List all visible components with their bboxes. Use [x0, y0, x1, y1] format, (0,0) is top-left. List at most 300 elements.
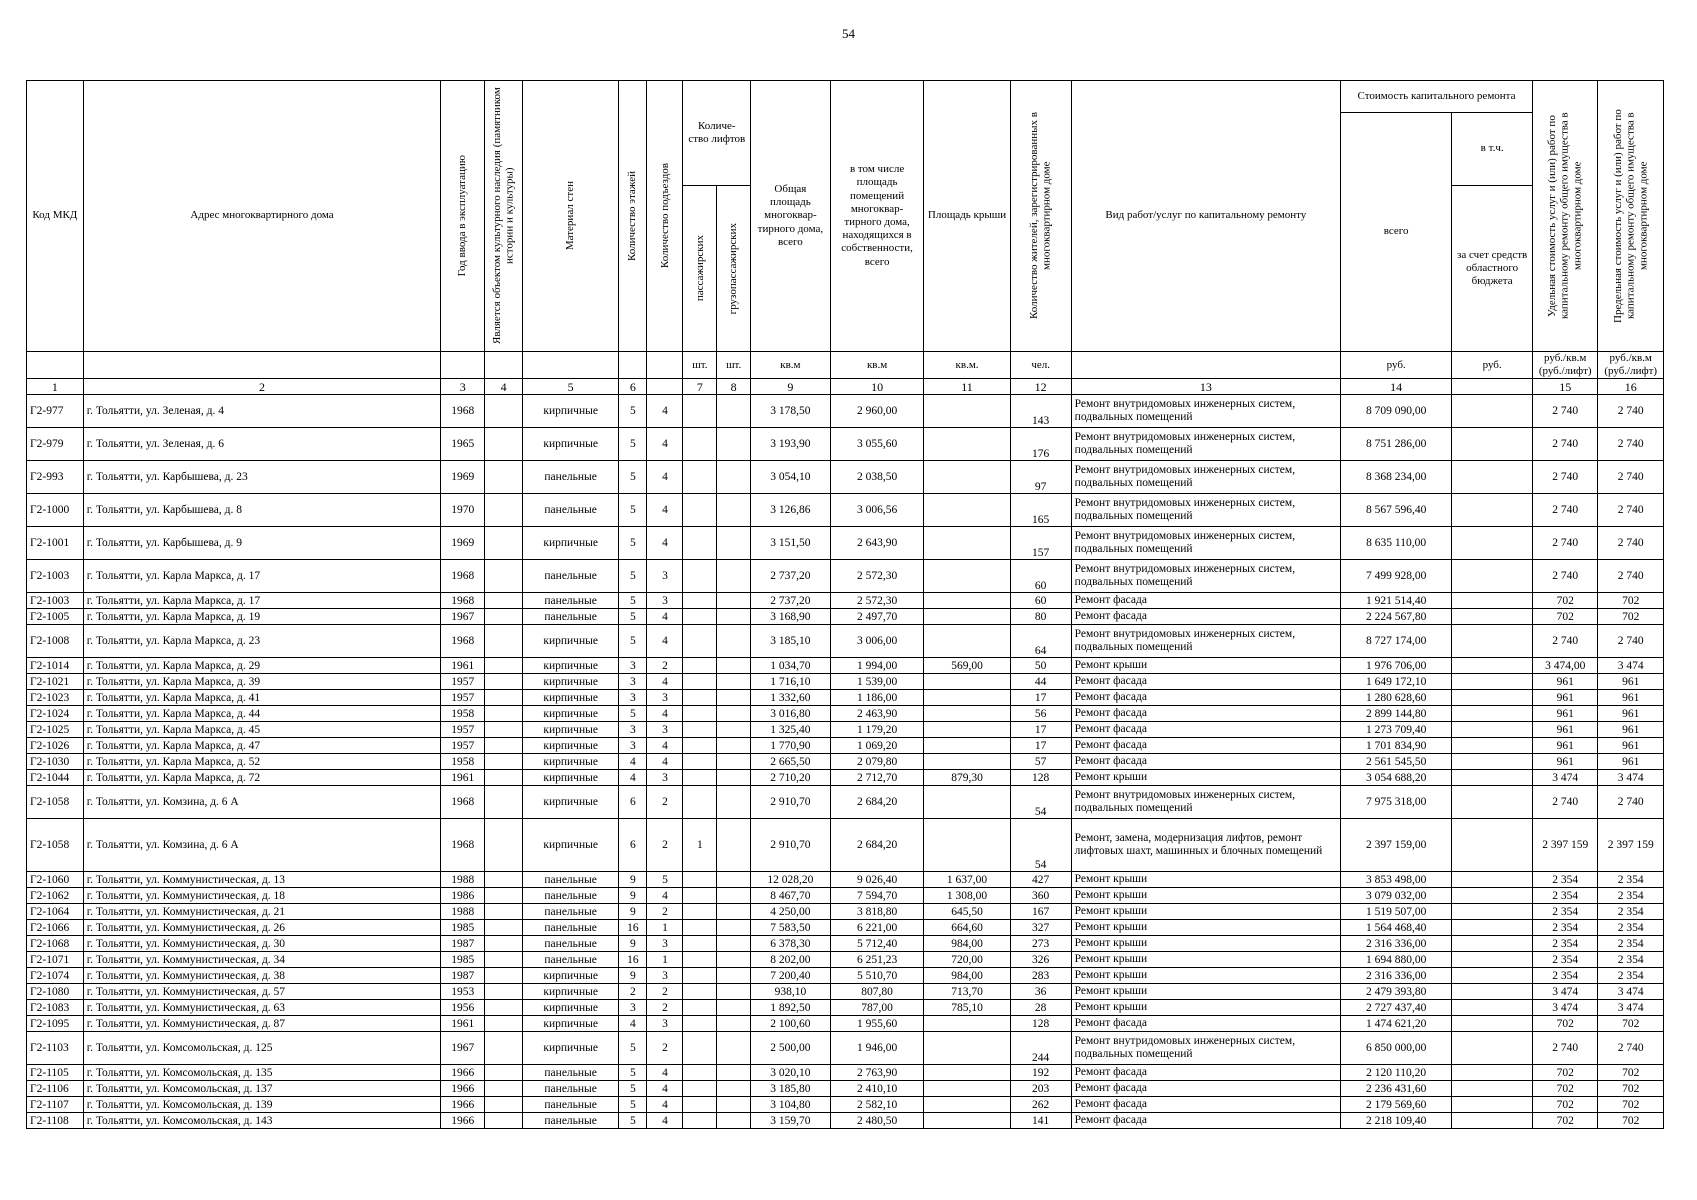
cell-cost-total: 1 976 706,00 — [1341, 658, 1452, 674]
cell-year: 1988 — [441, 872, 485, 888]
cell-owned-area: 2 712,70 — [830, 770, 924, 786]
cell-work-type: Ремонт фасада — [1071, 674, 1340, 690]
cell-owned-area: 2 684,20 — [830, 786, 924, 819]
cell-heritage — [485, 920, 523, 936]
cell-roof-area — [924, 527, 1010, 560]
cell-lifts-passenger — [683, 754, 717, 770]
cell-lifts-passenger — [683, 1097, 717, 1113]
col-num: 8 — [717, 379, 751, 395]
cell-address: г. Тольятти, ул. Комсомольская, д. 139 — [83, 1097, 441, 1113]
cell-work-type: Ремонт крыши — [1071, 770, 1340, 786]
cell-unit-cost: 2 354 — [1532, 872, 1597, 888]
cell-year: 1957 — [441, 674, 485, 690]
cell-wall-material: кирпичные — [523, 770, 619, 786]
cell-work-type: Ремонт внутридомовых инженерных систем, подвальных помещений — [1071, 560, 1340, 593]
cell-code: Г2-1024 — [27, 706, 84, 722]
cell-total-area: 2 737,20 — [751, 560, 831, 593]
units-row — [27, 352, 1664, 379]
cell-owned-area: 3 006,56 — [830, 494, 924, 527]
cell-heritage — [485, 722, 523, 738]
page-number: 54 — [842, 26, 855, 41]
table-row — [27, 1032, 1664, 1065]
cell-max-cost: 961 — [1598, 754, 1664, 770]
cell-cost-total: 1 694 880,00 — [1341, 952, 1452, 968]
table-row — [27, 658, 1664, 674]
cell-heritage — [485, 952, 523, 968]
unit-lifts-passenger: шт. — [683, 352, 717, 379]
table-row — [27, 593, 1664, 609]
cell-wall-material: кирпичные — [523, 968, 619, 984]
header-cost-group: Стоимость капитального ремонта — [1341, 81, 1533, 113]
table-row — [27, 674, 1664, 690]
unit-cost-regional: руб. — [1452, 352, 1533, 379]
cell-work-type: Ремонт крыши — [1071, 920, 1340, 936]
cell-roof-area — [924, 560, 1010, 593]
cell-wall-material: панельные — [523, 609, 619, 625]
cell-cost-regional — [1452, 1081, 1533, 1097]
cell-total-area: 2 737,20 — [751, 593, 831, 609]
cell-code: Г2-979 — [27, 428, 84, 461]
cell-unit-cost: 702 — [1532, 609, 1597, 625]
cell-code: Г2-993 — [27, 461, 84, 494]
header-max-cost: Предельная стоимость услуг и (или) работ по капитальному ремонту общего имущества в многоквартирном доме — [1598, 81, 1664, 352]
cell-year: 1968 — [441, 786, 485, 819]
cell-heritage — [485, 1016, 523, 1032]
cell-wall-material: кирпичные — [523, 738, 619, 754]
cell-lifts-cargo — [717, 1097, 751, 1113]
cell-code: Г2-1064 — [27, 904, 84, 920]
cell-address: г. Тольятти, ул. Комсомольская, д. 143 — [83, 1113, 441, 1129]
cell-cost-total: 2 316 336,00 — [1341, 936, 1452, 952]
cell-lifts-passenger — [683, 936, 717, 952]
col-num — [647, 379, 683, 395]
cell-heritage — [485, 872, 523, 888]
cell-floors: 3 — [619, 690, 647, 706]
cell-heritage — [485, 754, 523, 770]
cell-work-type: Ремонт фасада — [1071, 754, 1340, 770]
cell-owned-area: 2 582,10 — [830, 1097, 924, 1113]
cell-roof-area — [924, 1097, 1010, 1113]
header-wall-material: Материал стен — [523, 81, 619, 352]
cell-wall-material: панельные — [523, 1113, 619, 1129]
col-num: 1 — [27, 379, 84, 395]
cell-heritage — [485, 428, 523, 461]
table-row — [27, 984, 1664, 1000]
cell-wall-material: панельные — [523, 952, 619, 968]
cell-unit-cost: 2 740 — [1532, 625, 1597, 658]
cell-residents: 17 — [1010, 722, 1071, 738]
cell-unit-cost: 2 740 — [1532, 461, 1597, 494]
cell-wall-material: панельные — [523, 936, 619, 952]
cell-cost-total: 2 218 109,40 — [1341, 1113, 1452, 1129]
table-row — [27, 738, 1664, 754]
cell-max-cost: 3 474 — [1598, 770, 1664, 786]
cell-year: 1966 — [441, 1113, 485, 1129]
cell-wall-material: панельные — [523, 872, 619, 888]
cell-year: 1957 — [441, 738, 485, 754]
header-residents: Количество жителей, зарегистрированных в многоквартирном доме — [1010, 81, 1071, 352]
cell-entrances: 4 — [647, 888, 683, 904]
cell-lifts-cargo — [717, 770, 751, 786]
cell-max-cost: 702 — [1598, 593, 1664, 609]
cell-total-area: 6 378,30 — [751, 936, 831, 952]
cell-wall-material: панельные — [523, 920, 619, 936]
table-row — [27, 494, 1664, 527]
cell-max-cost: 2 354 — [1598, 872, 1664, 888]
col-num: 15 — [1532, 379, 1597, 395]
header-work-type: Вид работ/услуг по капитальному ремонту — [1071, 81, 1340, 352]
cell-cost-regional — [1452, 428, 1533, 461]
cell-address: г. Тольятти, ул. Коммунистическая, д. 26 — [83, 920, 441, 936]
cell-cost-regional — [1452, 1097, 1533, 1113]
cell-cost-regional — [1452, 395, 1533, 428]
table-row — [27, 1065, 1664, 1081]
cell-floors: 5 — [619, 1097, 647, 1113]
cell-lifts-cargo — [717, 461, 751, 494]
cell-address: г. Тольятти, ул. Комзина, д. 6 А — [83, 819, 441, 872]
cell-unit-cost: 2 354 — [1532, 968, 1597, 984]
col-num: 9 — [751, 379, 831, 395]
table-row — [27, 952, 1664, 968]
cell-address: г. Тольятти, ул. Карла Маркса, д. 52 — [83, 754, 441, 770]
cell-heritage — [485, 609, 523, 625]
cell-work-type: Ремонт фасада — [1071, 706, 1340, 722]
cell-unit-cost: 961 — [1532, 690, 1597, 706]
cell-wall-material: панельные — [523, 1065, 619, 1081]
header-heritage: Является объектом культурного наследия (памятником истории и культуры) — [485, 81, 523, 352]
cell-owned-area: 3 006,00 — [830, 625, 924, 658]
cell-entrances: 4 — [647, 527, 683, 560]
cell-work-type: Ремонт фасада — [1071, 1016, 1340, 1032]
cell-wall-material: кирпичные — [523, 674, 619, 690]
cell-work-type: Ремонт крыши — [1071, 658, 1340, 674]
cell-roof-area: 664,60 — [924, 920, 1010, 936]
cell-code: Г2-1005 — [27, 609, 84, 625]
cell-lifts-cargo — [717, 658, 751, 674]
cell-floors: 9 — [619, 888, 647, 904]
cell-lifts-passenger — [683, 690, 717, 706]
cell-year: 1958 — [441, 754, 485, 770]
cell-heritage — [485, 1097, 523, 1113]
table-row — [27, 461, 1664, 494]
capital-repair-table — [26, 80, 1664, 1129]
cell-entrances: 5 — [647, 872, 683, 888]
cell-cost-total: 3 054 688,20 — [1341, 770, 1452, 786]
cell-cost-regional — [1452, 770, 1533, 786]
cell-code: Г2-1021 — [27, 674, 84, 690]
cell-address: г. Тольятти, ул. Коммунистическая, д. 87 — [83, 1016, 441, 1032]
cell-owned-area: 1 069,20 — [830, 738, 924, 754]
cell-work-type: Ремонт внутридомовых инженерных систем, подвальных помещений — [1071, 428, 1340, 461]
cell-year: 1968 — [441, 560, 485, 593]
cell-total-area: 2 710,20 — [751, 770, 831, 786]
cell-heritage — [485, 706, 523, 722]
cell-wall-material: кирпичные — [523, 527, 619, 560]
cell-lifts-passenger — [683, 952, 717, 968]
cell-floors: 2 — [619, 984, 647, 1000]
cell-residents: 273 — [1010, 936, 1071, 952]
cell-lifts-passenger — [683, 494, 717, 527]
cell-lifts-cargo — [717, 786, 751, 819]
cell-cost-total: 2 561 545,50 — [1341, 754, 1452, 770]
table-row — [27, 872, 1664, 888]
cell-cost-regional — [1452, 1065, 1533, 1081]
cell-year: 1970 — [441, 494, 485, 527]
table-row — [27, 722, 1664, 738]
cell-entrances: 3 — [647, 722, 683, 738]
cell-heritage — [485, 1113, 523, 1129]
cell-residents: 327 — [1010, 920, 1071, 936]
cell-unit-cost: 2 397 159 — [1532, 819, 1597, 872]
cell-code: Г2-1074 — [27, 968, 84, 984]
cell-cost-total: 1 649 172,10 — [1341, 674, 1452, 690]
cell-total-area: 3 193,90 — [751, 428, 831, 461]
col-num: 6 — [619, 379, 647, 395]
cell-year: 1961 — [441, 770, 485, 786]
col-num: 13 — [1071, 379, 1340, 395]
cell-roof-area — [924, 494, 1010, 527]
cell-year: 1966 — [441, 1065, 485, 1081]
header-year: Год ввода в эксплуатацию — [441, 81, 485, 352]
cell-entrances: 1 — [647, 952, 683, 968]
cell-year: 1965 — [441, 428, 485, 461]
cell-work-type: Ремонт внутридомовых инженерных систем, подвальных помещений — [1071, 786, 1340, 819]
cell-max-cost: 2 740 — [1598, 527, 1664, 560]
table-row — [27, 1016, 1664, 1032]
cell-cost-regional — [1452, 1016, 1533, 1032]
table-body — [27, 395, 1664, 1129]
header-address: Адрес многоквартирного дома — [83, 81, 441, 352]
cell-owned-area: 3 818,80 — [830, 904, 924, 920]
cell-floors: 4 — [619, 754, 647, 770]
cell-unit-cost: 2 354 — [1532, 888, 1597, 904]
cell-unit-cost: 3 474 — [1532, 984, 1597, 1000]
cell-roof-area — [924, 754, 1010, 770]
cell-total-area: 7 200,40 — [751, 968, 831, 984]
cell-unit-cost: 961 — [1532, 754, 1597, 770]
cell-cost-regional — [1452, 786, 1533, 819]
cell-heritage — [485, 1081, 523, 1097]
cell-cost-total: 7 975 318,00 — [1341, 786, 1452, 819]
cell-entrances: 4 — [647, 1113, 683, 1129]
cell-floors: 3 — [619, 658, 647, 674]
cell-code: Г2-1030 — [27, 754, 84, 770]
cell-max-cost: 2 740 — [1598, 494, 1664, 527]
cell-max-cost: 2 740 — [1598, 786, 1664, 819]
cell-cost-regional — [1452, 706, 1533, 722]
cell-year: 1966 — [441, 1081, 485, 1097]
cell-address: г. Тольятти, ул. Карла Маркса, д. 72 — [83, 770, 441, 786]
table-row — [27, 706, 1664, 722]
cell-code: Г2-1080 — [27, 984, 84, 1000]
cell-address: г. Тольятти, ул. Карла Маркса, д. 17 — [83, 560, 441, 593]
cell-floors: 5 — [619, 609, 647, 625]
cell-heritage — [485, 936, 523, 952]
cell-roof-area — [924, 428, 1010, 461]
cell-floors: 5 — [619, 1065, 647, 1081]
cell-work-type: Ремонт фасада — [1071, 1097, 1340, 1113]
unit-cost-total: руб. — [1341, 352, 1452, 379]
cell-owned-area: 2 410,10 — [830, 1081, 924, 1097]
cell-wall-material: кирпичные — [523, 1032, 619, 1065]
cell-owned-area: 7 594,70 — [830, 888, 924, 904]
cell-heritage — [485, 674, 523, 690]
cell-residents: 326 — [1010, 952, 1071, 968]
cell-wall-material: панельные — [523, 461, 619, 494]
cell-work-type: Ремонт фасада — [1071, 1065, 1340, 1081]
unit-entrances — [647, 352, 683, 379]
cell-residents: 143 — [1010, 395, 1071, 428]
cell-cost-regional — [1452, 674, 1533, 690]
cell-cost-total: 2 316 336,00 — [1341, 968, 1452, 984]
cell-heritage — [485, 690, 523, 706]
header-lifts: Количе- ство лифтов — [683, 81, 751, 186]
cell-total-area: 8 202,00 — [751, 952, 831, 968]
cell-floors: 5 — [619, 1113, 647, 1129]
cell-cost-total: 1 474 621,20 — [1341, 1016, 1452, 1032]
col-num — [1452, 379, 1533, 395]
cell-wall-material: кирпичные — [523, 819, 619, 872]
cell-code: Г2-977 — [27, 395, 84, 428]
cell-total-area: 8 467,70 — [751, 888, 831, 904]
cell-lifts-cargo — [717, 527, 751, 560]
cell-address: г. Тольятти, ул. Коммунистическая, д. 13 — [83, 872, 441, 888]
cell-floors: 5 — [619, 527, 647, 560]
cell-residents: 54 — [1010, 786, 1071, 819]
cell-residents: 57 — [1010, 754, 1071, 770]
cell-heritage — [485, 461, 523, 494]
cell-residents: 64 — [1010, 625, 1071, 658]
cell-cost-regional — [1452, 722, 1533, 738]
cell-address: г. Тольятти, ул. Комсомольская, д. 137 — [83, 1081, 441, 1097]
cell-lifts-passenger — [683, 625, 717, 658]
cell-lifts-passenger — [683, 395, 717, 428]
cell-max-cost: 2 354 — [1598, 936, 1664, 952]
cell-cost-total: 8 635 110,00 — [1341, 527, 1452, 560]
cell-lifts-cargo — [717, 1032, 751, 1065]
cell-lifts-cargo — [717, 1000, 751, 1016]
cell-owned-area: 1 186,00 — [830, 690, 924, 706]
cell-owned-area: 6 221,00 — [830, 920, 924, 936]
table-row — [27, 609, 1664, 625]
cell-residents: 141 — [1010, 1113, 1071, 1129]
cell-cost-regional — [1452, 527, 1533, 560]
table-row — [27, 690, 1664, 706]
cell-code: Г2-1068 — [27, 936, 84, 952]
cell-year: 1968 — [441, 819, 485, 872]
cell-work-type: Ремонт фасада — [1071, 609, 1340, 625]
cell-roof-area — [924, 593, 1010, 609]
cell-year: 1956 — [441, 1000, 485, 1016]
cell-entrances: 4 — [647, 738, 683, 754]
cell-floors: 3 — [619, 738, 647, 754]
cell-roof-area — [924, 1113, 1010, 1129]
cell-max-cost: 2 354 — [1598, 904, 1664, 920]
cell-heritage — [485, 593, 523, 609]
cell-cost-regional — [1452, 609, 1533, 625]
col-num: 16 — [1598, 379, 1664, 395]
cell-year: 1966 — [441, 1097, 485, 1113]
cell-max-cost: 702 — [1598, 1097, 1664, 1113]
table-row — [27, 527, 1664, 560]
cell-entrances: 4 — [647, 1097, 683, 1113]
cell-max-cost: 961 — [1598, 706, 1664, 722]
cell-wall-material: кирпичные — [523, 690, 619, 706]
cell-roof-area — [924, 609, 1010, 625]
cell-cost-total: 2 727 437,40 — [1341, 1000, 1452, 1016]
cell-owned-area: 2 572,30 — [830, 593, 924, 609]
cell-entrances: 4 — [647, 674, 683, 690]
cell-work-type: Ремонт крыши — [1071, 952, 1340, 968]
cell-heritage — [485, 904, 523, 920]
cell-floors: 5 — [619, 428, 647, 461]
cell-entrances: 4 — [647, 609, 683, 625]
table-row — [27, 625, 1664, 658]
cell-lifts-passenger — [683, 920, 717, 936]
cell-cost-total: 2 179 569,60 — [1341, 1097, 1452, 1113]
cell-residents: 244 — [1010, 1032, 1071, 1065]
unit-residents: чел. — [1010, 352, 1071, 379]
col-num: 10 — [830, 379, 924, 395]
cell-roof-area: 713,70 — [924, 984, 1010, 1000]
cell-code: Г2-1066 — [27, 920, 84, 936]
cell-lifts-passenger — [683, 461, 717, 494]
col-num: 4 — [485, 379, 523, 395]
cell-work-type: Ремонт фасада — [1071, 690, 1340, 706]
cell-lifts-cargo — [717, 674, 751, 690]
cell-cost-total: 8 368 234,00 — [1341, 461, 1452, 494]
cell-lifts-passenger — [683, 658, 717, 674]
cell-lifts-cargo — [717, 1065, 751, 1081]
cell-entrances: 2 — [647, 658, 683, 674]
cell-cost-regional — [1452, 936, 1533, 952]
cell-lifts-passenger — [683, 1081, 717, 1097]
cell-floors: 5 — [619, 593, 647, 609]
cell-cost-total: 8 751 286,00 — [1341, 428, 1452, 461]
cell-entrances: 4 — [647, 461, 683, 494]
cell-cost-total: 2 397 159,00 — [1341, 819, 1452, 872]
cell-roof-area: 785,10 — [924, 1000, 1010, 1016]
cell-wall-material: кирпичные — [523, 625, 619, 658]
cell-cost-regional — [1452, 593, 1533, 609]
cell-address: г. Тольятти, ул. Комсомольская, д. 125 — [83, 1032, 441, 1065]
cell-max-cost: 2 740 — [1598, 395, 1664, 428]
cell-owned-area: 2 643,90 — [830, 527, 924, 560]
cell-year: 1969 — [441, 461, 485, 494]
cell-roof-area — [924, 1032, 1010, 1065]
cell-work-type: Ремонт внутридомовых инженерных систем, подвальных помещений — [1071, 395, 1340, 428]
header-code: Код МКД — [27, 81, 84, 352]
cell-unit-cost: 961 — [1532, 722, 1597, 738]
cell-total-area: 1 332,60 — [751, 690, 831, 706]
cell-work-type: Ремонт крыши — [1071, 984, 1340, 1000]
cell-residents: 56 — [1010, 706, 1071, 722]
cell-total-area: 3 168,90 — [751, 609, 831, 625]
cell-code: Г2-1000 — [27, 494, 84, 527]
cell-residents: 165 — [1010, 494, 1071, 527]
cell-floors: 3 — [619, 722, 647, 738]
cell-code: Г2-1014 — [27, 658, 84, 674]
cell-total-area: 1 892,50 — [751, 1000, 831, 1016]
cell-roof-area — [924, 738, 1010, 754]
cell-max-cost: 2 397 159 — [1598, 819, 1664, 872]
cell-year: 1988 — [441, 904, 485, 920]
cell-wall-material: кирпичные — [523, 786, 619, 819]
cell-entrances: 2 — [647, 984, 683, 1000]
cell-entrances: 2 — [647, 819, 683, 872]
table-row — [27, 428, 1664, 461]
cell-floors: 16 — [619, 920, 647, 936]
